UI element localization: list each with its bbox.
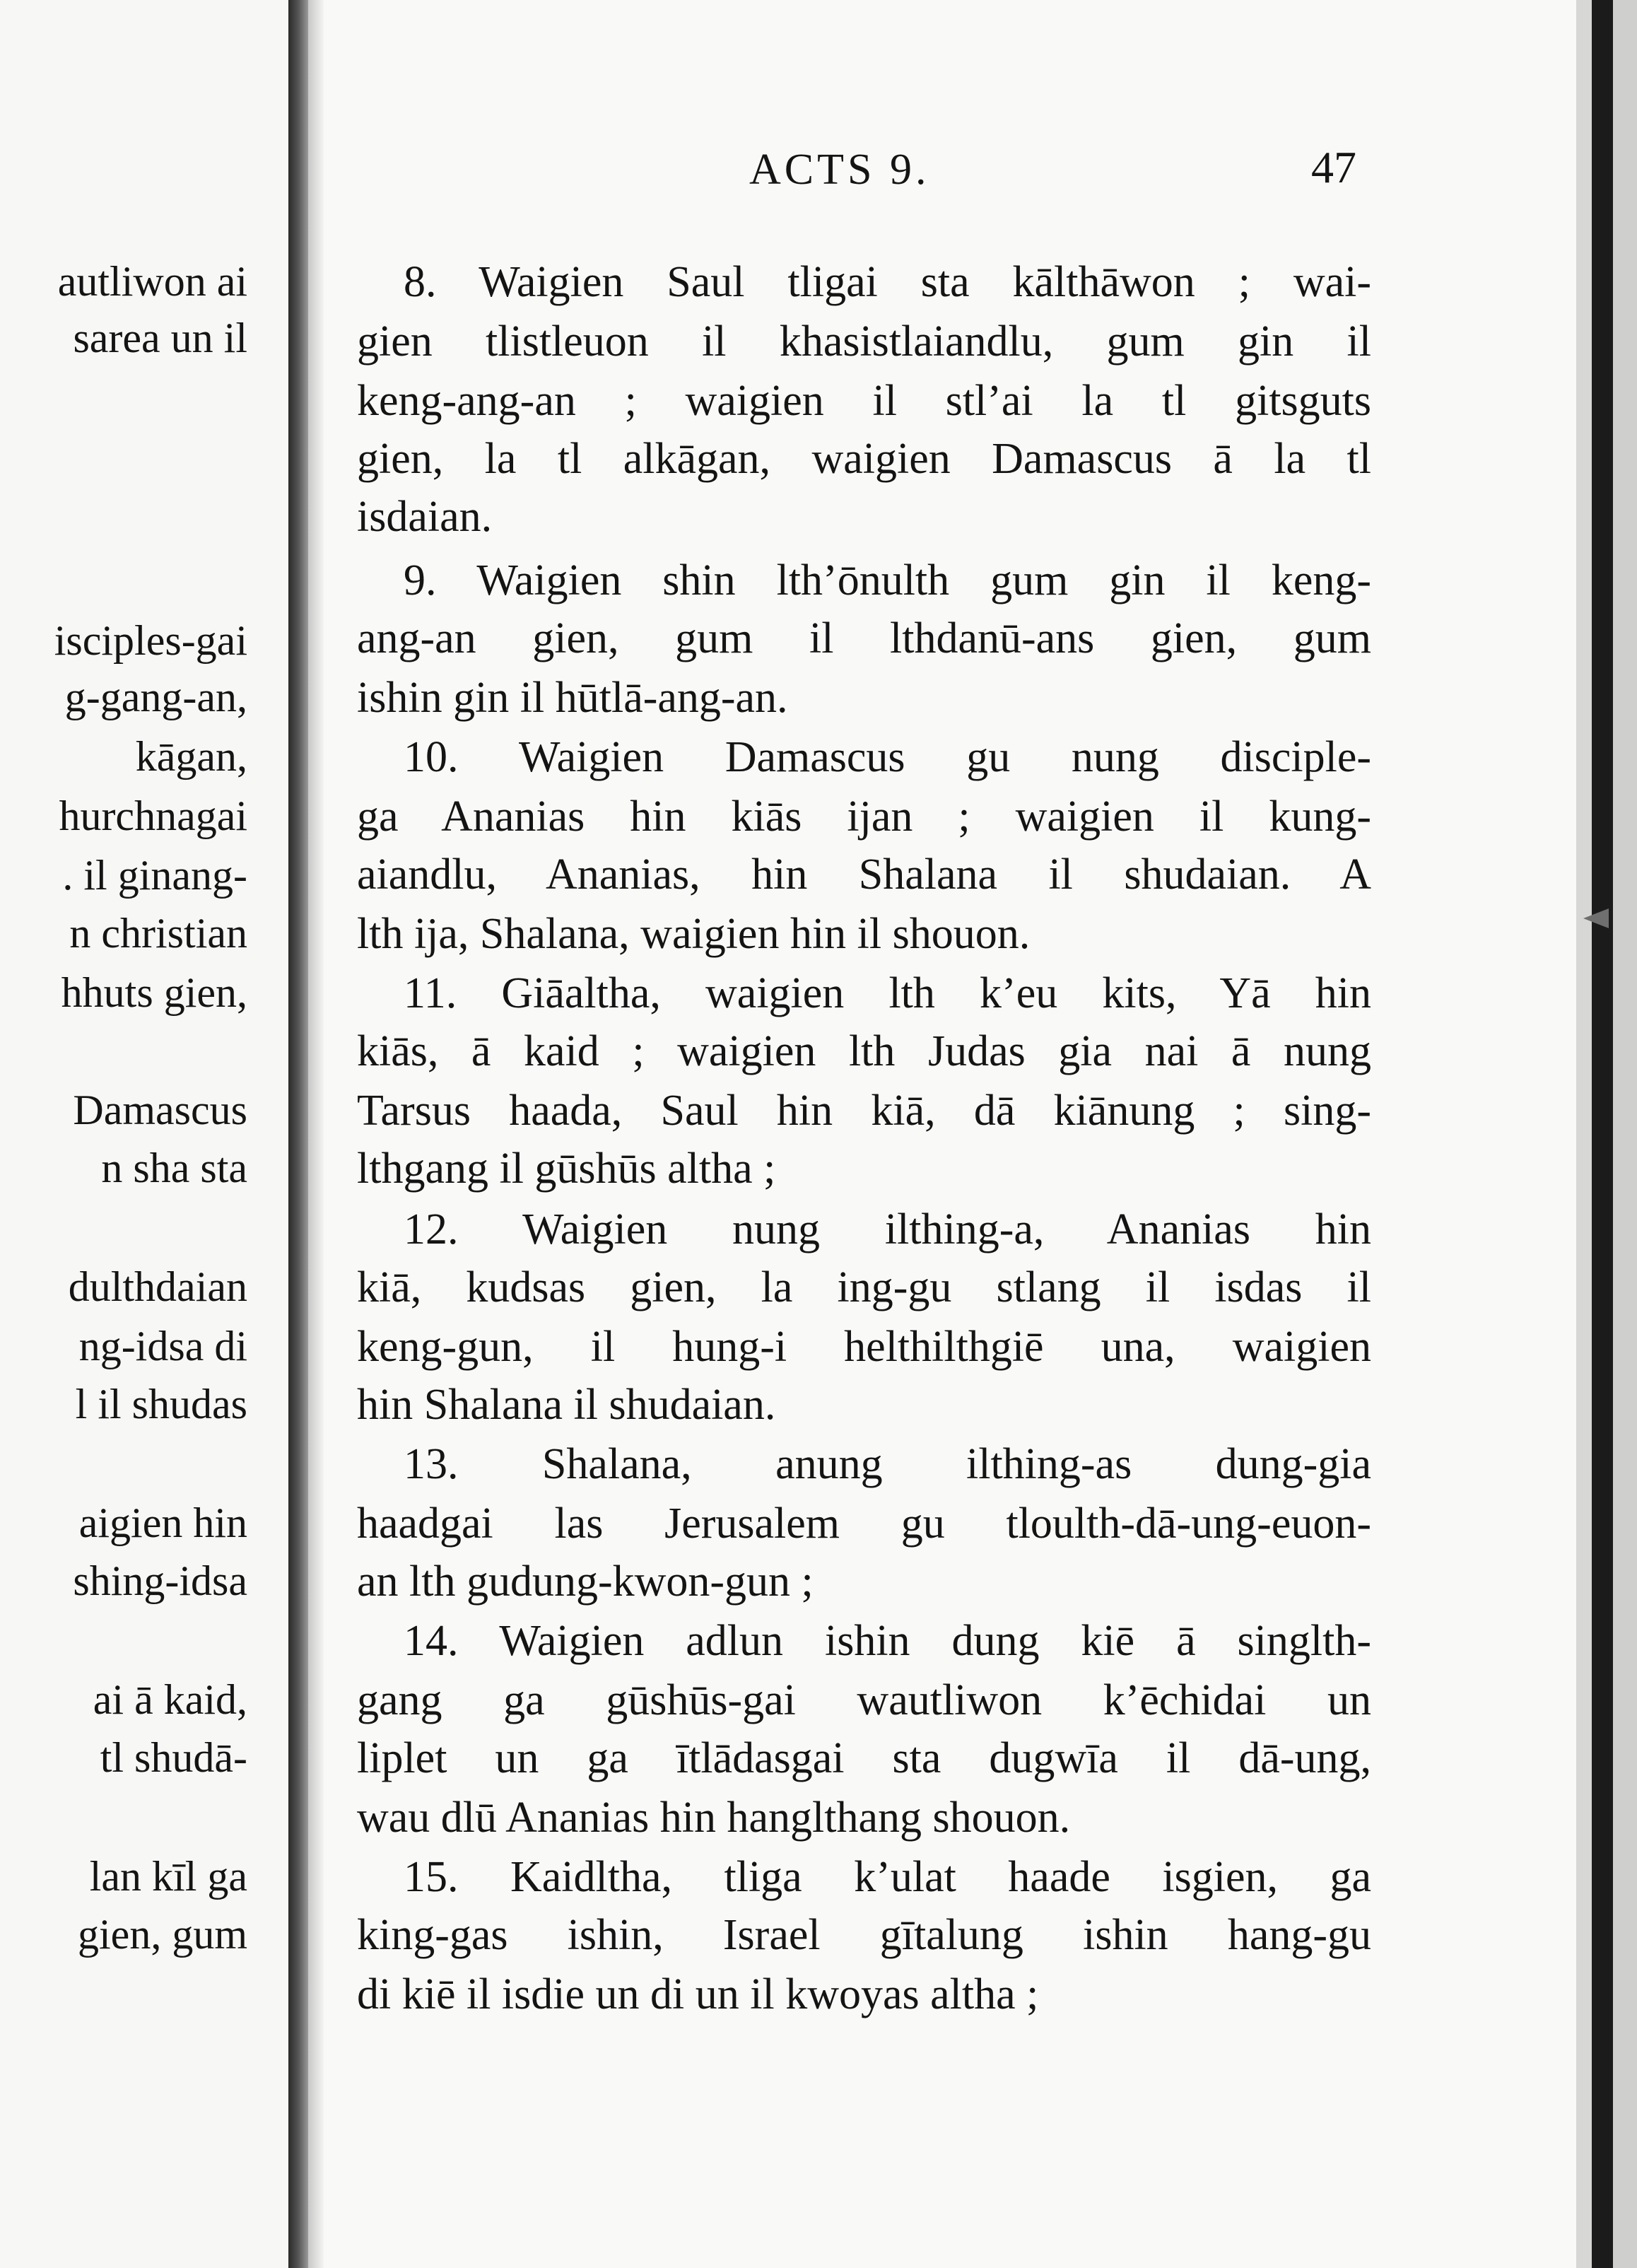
left-page-line: Damascus	[73, 1087, 247, 1133]
verse-line: 9. Waigien shin lth’ōnulth gum gin il keng-	[404, 556, 1371, 604]
verse-line: di kiē il isdie un di un il kwoyas altha ;	[357, 1970, 1039, 2018]
left-page	[0, 0, 288, 2268]
left-page-line: aigien hin	[78, 1500, 247, 1546]
verse-line: ishin gin il hūtlā-ang-an.	[357, 674, 788, 722]
left-page-line: dulthdaian	[68, 1263, 247, 1310]
verse-line: wau dlū Ananias hin hanglthang shouon.	[357, 1794, 1071, 1842]
verse-line: keng-gun, il hung-i helthilthgiē una, waigien	[357, 1323, 1371, 1371]
verse-line: ang-an gien, gum il lthdanū-ans gien, gum	[357, 614, 1371, 662]
verse-line: gien, la tl alkāgan, waigien Damascus ā la tl	[357, 435, 1371, 483]
left-page-line: hurchnagai	[59, 793, 247, 839]
left-page-line: kāgan,	[135, 733, 247, 780]
left-page-line: autliwon ai	[57, 258, 247, 305]
left-page-line: . il ginang-	[62, 852, 247, 899]
verse-line: an lth gudung-kwon-gun ;	[357, 1557, 814, 1606]
running-head: ACTS 9.	[749, 146, 930, 194]
verse-line: lth ija, Shalana, waigien hin il shouon.	[357, 910, 1031, 958]
left-page-line: tl shudā-	[100, 1734, 247, 1781]
left-page-line: gien, gum	[78, 1911, 247, 1958]
left-page-line: isciples-gai	[54, 617, 247, 664]
left-page-line: sarea un il	[73, 315, 247, 361]
scan-background	[1613, 0, 1637, 2268]
left-page-line: ng-idsa di	[78, 1323, 247, 1369]
verse-line: gang ga gūshūs-gai wautliwon k’ēchidai un	[357, 1676, 1371, 1724]
verse-line: 11. Giāaltha, waigien lth k’eu kits, Yā hin	[404, 969, 1371, 1017]
verse-line: 14. Waigien adlun ishin dung kiē ā singlth-	[404, 1617, 1371, 1665]
verse-line: keng-ang-an ; waigien il stl’ai la tl gitsguts	[357, 377, 1371, 425]
book-gutter-shadow	[288, 0, 308, 2268]
left-page-line: ai ā kaid,	[93, 1676, 247, 1723]
left-page-line: lan kīl ga	[89, 1853, 247, 1900]
verse-line: isdaian.	[357, 493, 493, 541]
verse-line: aiandlu, Ananias, hin Shalana il shudaian. A	[357, 850, 1371, 899]
verse-line: 8. Waigien Saul tligai sta kālthāwon ; wai-	[404, 258, 1371, 306]
verse-line: ga Ananias hin kiās ijan ; waigien il kung-	[357, 793, 1371, 841]
verse-line: kiā, kudsas gien, la ing-gu stlang il isdas il	[357, 1263, 1371, 1311]
verse-line: gien tlistleuon il khasistlaiandlu, gum gin il	[357, 317, 1371, 366]
page-marker	[1583, 908, 1609, 928]
verse-line: 12. Waigien nung ilthing-a, Ananias hin	[404, 1205, 1371, 1253]
verse-line: 13. Shalana, anung ilthing-as dung-gia	[404, 1440, 1371, 1488]
book-gutter	[308, 0, 324, 2268]
left-page-line: n sha sta	[101, 1145, 247, 1191]
left-page-line: n christian	[69, 910, 247, 957]
left-page-line: l il shudas	[75, 1381, 247, 1427]
page-edge	[1576, 0, 1592, 2268]
page-number: 47	[1311, 142, 1356, 192]
verse-line: haadgai las Jerusalem gu tloulth-dā-ung-euon-	[357, 1500, 1371, 1548]
verse-line: kiās, ā kaid ; waigien lth Judas gia nai ā nung	[357, 1027, 1371, 1075]
left-page-line: shing-idsa	[73, 1557, 247, 1604]
verse-line: 10. Waigien Damascus gu nung disciple-	[404, 733, 1371, 781]
verse-line: liplet un ga ītlādasgai sta dugwīa il dā-ung,	[357, 1734, 1371, 1782]
left-page-line: hhuts gien,	[61, 969, 247, 1016]
book-cover-edge	[1592, 0, 1613, 2268]
verse-line: king-gas ishin, Israel gītalung ishin hang-gu	[357, 1911, 1371, 1959]
verse-line: Tarsus haada, Saul hin kiā, dā kiānung ; sing-	[357, 1087, 1371, 1135]
verse-line: lthgang il gūshūs altha ;	[357, 1145, 776, 1193]
verse-line: 15. Kaidltha, tliga k’ulat haade isgien, ga	[404, 1853, 1371, 1901]
verse-line: hin Shalana il shudaian.	[357, 1381, 776, 1429]
left-page-line: g-gang-an,	[64, 674, 247, 720]
